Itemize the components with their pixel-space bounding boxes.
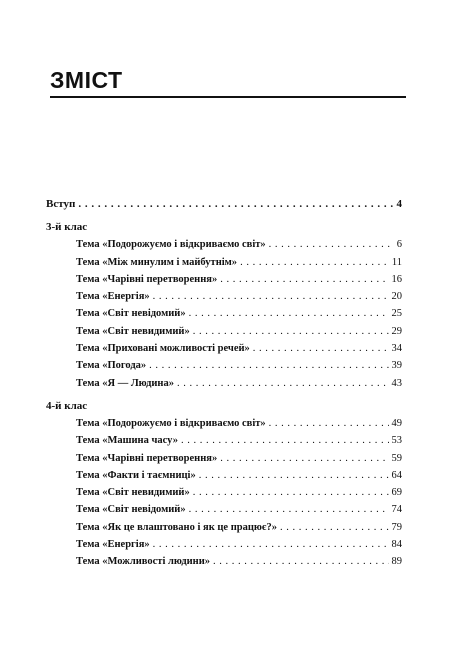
dot-leader — [189, 501, 389, 518]
toc-entry[interactable] — [46, 501, 402, 518]
topic-prefix: Тема — [76, 291, 100, 303]
topic-name: «Подорожуємо і відкриваємо світ» — [102, 417, 266, 429]
toc-entry-label — [76, 536, 150, 553]
toc-entry[interactable] — [46, 467, 402, 484]
toc-entry-label: Вступ — [46, 198, 76, 210]
topic-name: «Я — Людина» — [102, 377, 174, 389]
topic-prefix: Тема — [76, 504, 100, 516]
toc-entry[interactable] — [46, 519, 402, 536]
topic-name: «Погода» — [102, 360, 147, 372]
dot-leader — [193, 484, 389, 501]
toc-entry[interactable] — [46, 254, 402, 271]
toc-page-number: 34 — [391, 343, 402, 355]
dot-leader — [189, 305, 389, 322]
toc-page-number: 6 — [396, 239, 402, 251]
topic-name: «Приховані можливості речей» — [102, 343, 250, 355]
toc-page-number: 74 — [391, 504, 402, 516]
toc-entry-label — [76, 553, 210, 570]
toc-entry[interactable] — [46, 432, 402, 449]
topic-name: «Подорожуємо і відкриваємо світ» — [102, 239, 266, 251]
toc-entry-label — [76, 236, 266, 253]
toc-page-number: 53 — [391, 435, 402, 447]
dot-leader — [153, 288, 389, 305]
toc-page-number: 39 — [391, 360, 402, 372]
toc-entry-label — [76, 467, 196, 484]
toc-entry-label — [76, 271, 217, 288]
topic-name: «Світ невідомий» — [102, 504, 186, 516]
toc-page-number: 69 — [391, 487, 402, 499]
topic-prefix: Тема — [76, 325, 100, 337]
topic-name: «Світ невідомий» — [102, 308, 186, 320]
topic-prefix: Тема — [76, 487, 100, 499]
dot-leader — [269, 236, 394, 253]
dot-leader — [253, 340, 389, 357]
topic-name: «Світ невидимий» — [102, 325, 190, 337]
toc-page-number: 4 — [396, 198, 402, 210]
toc-entry-label — [76, 375, 174, 392]
topic-prefix: Тема — [76, 417, 100, 429]
toc-page-number: 89 — [391, 556, 402, 568]
topic-prefix: Тема — [76, 377, 100, 389]
toc-entry-label — [76, 450, 217, 467]
topic-prefix: Тема — [76, 539, 100, 551]
toc-page-number: 43 — [391, 377, 402, 389]
toc-entry-label — [76, 415, 266, 432]
toc-entry[interactable] — [46, 553, 402, 570]
toc-page-number: 11 — [391, 256, 402, 268]
toc-entry[interactable] — [46, 271, 402, 288]
topic-prefix: Тема — [76, 556, 100, 568]
toc-sections — [46, 219, 402, 570]
dot-leader — [213, 553, 388, 570]
topic-name: «Енергія» — [102, 291, 150, 303]
dot-leader — [149, 357, 388, 374]
toc-page-number: 29 — [391, 325, 402, 337]
toc-entry-label — [76, 340, 250, 357]
table-of-contents — [46, 196, 402, 571]
topic-prefix: Тема — [76, 435, 100, 447]
topic-prefix: Тема — [76, 360, 100, 372]
section-heading: 3-й клас — [46, 221, 88, 234]
dot-leader — [220, 450, 388, 467]
toc-entry-label — [76, 305, 186, 322]
toc-entry-label — [76, 357, 146, 374]
topic-name: «Між минулим і майбутнім» — [102, 256, 238, 268]
dot-leader — [269, 415, 389, 432]
dot-leader — [177, 375, 389, 392]
title-underline — [50, 96, 406, 98]
toc-entry-label — [76, 484, 190, 501]
toc-page-number: 64 — [391, 469, 402, 481]
page-title: ЗМІСТ — [50, 67, 123, 93]
topic-name: «Факти і таємниці» — [102, 469, 196, 481]
toc-page-number: 49 — [391, 417, 402, 429]
toc-page-number: 25 — [391, 308, 402, 320]
topic-name: «Як це влаштовано і як це працює?» — [102, 521, 277, 533]
section-heading: 4-й клас — [46, 399, 88, 412]
toc-entry-label — [76, 501, 186, 518]
toc-entry[interactable] — [46, 323, 402, 340]
toc-page-number: 59 — [391, 452, 402, 464]
toc-entry[interactable] — [46, 484, 402, 501]
toc-entry-label — [76, 432, 178, 449]
topic-name: «Машина часу» — [102, 435, 178, 447]
toc-entry[interactable] — [46, 340, 402, 357]
toc-entry-label — [76, 288, 150, 305]
dot-leader — [78, 196, 393, 213]
topic-prefix: Тема — [76, 343, 100, 355]
dot-leader — [220, 271, 388, 288]
toc-entry-label — [76, 323, 190, 340]
topic-prefix: Тема — [76, 452, 100, 464]
toc-entry[interactable] — [46, 415, 402, 432]
dot-leader — [240, 254, 389, 271]
dot-leader — [280, 519, 389, 536]
toc-entry[interactable] — [46, 536, 402, 553]
dot-leader — [199, 467, 389, 484]
topic-prefix: Тема — [76, 521, 100, 533]
toc-entry[interactable] — [46, 357, 402, 374]
toc-entry[interactable] — [46, 305, 402, 322]
dot-leader — [153, 536, 389, 553]
toc-entry-label — [76, 254, 237, 271]
topic-prefix: Тема — [76, 273, 100, 285]
topic-prefix: Тема — [76, 308, 100, 320]
toc-entry[interactable] — [46, 375, 402, 392]
topic-prefix: Тема — [76, 239, 100, 251]
toc-entry[interactable] — [46, 236, 402, 253]
dot-leader — [181, 432, 389, 449]
topic-name: «Чарівні перетворення» — [102, 452, 218, 464]
topic-name: «Чарівні перетворення» — [102, 273, 218, 285]
topic-prefix: Тема — [76, 469, 100, 481]
toc-page-number: 84 — [391, 539, 402, 551]
toc-page-number: 79 — [391, 521, 402, 533]
toc-page-number: 16 — [391, 273, 402, 285]
topic-name: «Світ невидимий» — [102, 487, 190, 499]
toc-entry[interactable] — [46, 450, 402, 467]
toc-entry-intro[interactable] — [46, 196, 402, 213]
topic-prefix: Тема — [76, 256, 100, 268]
topic-name: «Можливості людини» — [102, 556, 211, 568]
toc-page-number: 20 — [391, 291, 402, 303]
toc-entry[interactable] — [46, 288, 402, 305]
dot-leader — [193, 323, 389, 340]
topic-name: «Енергія» — [102, 539, 150, 551]
toc-entry-label — [76, 519, 277, 536]
page-heading — [50, 66, 406, 98]
